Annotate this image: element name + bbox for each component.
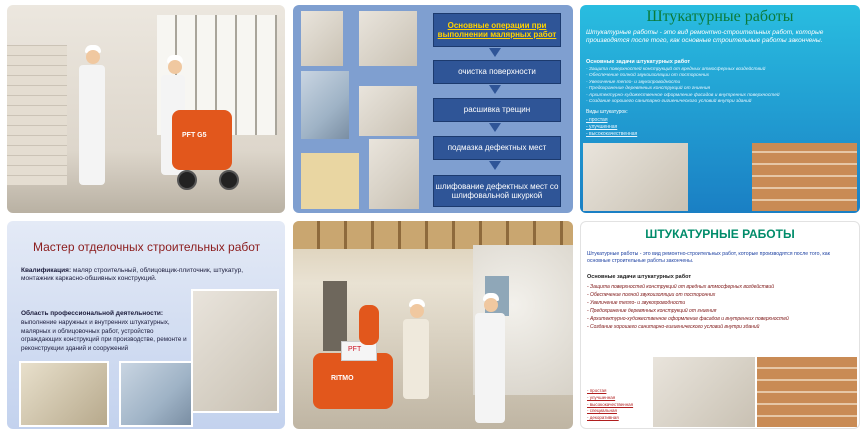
photo-worker-corridor [191,289,279,413]
tasks-list [587,283,853,331]
machine-wheel [177,170,197,190]
type-link[interactable]: - улучшенная [586,124,618,130]
slide-intro: Штукатурные работы - это вид ремонтно-строительных работ, которые производятся после того, как основные строительные работы закончены. [586,29,824,44]
task-item: - Обеспечение полной звукоизоляции от посторонних [586,73,710,79]
flow-title-box [433,13,561,47]
type-link[interactable]: - простая [586,117,608,123]
flow-step-4: шлифование дефектных мест со шлифовальной шкуркой [433,175,561,207]
task-item: - Увеличение тепло- и звукопроводности [586,79,681,85]
task-item: - Увеличение тепло- и звукопроводности [587,300,686,306]
tile-plastering-machine-photo[interactable] [7,5,285,213]
photo-worker-kneeling [301,71,349,139]
flow-arrow-icon [489,123,501,132]
task-item: - Архитектурно-художественное оформление фасадов и внутренних поверхностей [586,92,780,98]
flow-arrow-icon [489,48,501,57]
task-item: - Создание хорошего санитарно-гигиенического условий внутри зданий [587,324,760,330]
task-item: - Защита поверхностей конструкций от вредных атмосферных воздействий [586,67,766,72]
brick-wall [7,45,67,185]
slide-title: ШТУКАТУРНЫЕ РАБОТЫ [645,227,795,241]
photo-worker-brick-wall [757,357,857,427]
flow-arrow-icon [489,85,501,94]
flow-step-1: очистка поверхности [433,60,561,84]
area-text: выполнение наружных и внутренних штукатурных, малярных и облицовочных работ, устройство ограждающих конструкций при производстве, ремонте и реконструкции зданий и сооружений [21,319,187,352]
flow-title: Основные операции при выполнении малярных работ [437,20,557,39]
qualification-value: маляр строительный, облицовщик-плиточник, штукатур, монтажник каркасно-обшивных конструкций. [21,267,244,283]
photo-worker-plastering [359,11,417,66]
qualification-text [21,267,271,284]
pump-machine [359,305,379,345]
machine-label: RITMO [331,375,354,382]
types-list [586,117,637,138]
photo-worker-plastering-wall [653,357,755,427]
type-link[interactable]: - высококачественная [587,401,634,407]
area-label: Область профессиональной деятельности: [21,310,164,317]
slide-title: Штукатурные работы [646,8,794,25]
photo-worker-plastering-wall [583,143,688,211]
type-link[interactable]: - специальная [587,408,617,414]
task-item: - Предохранение деревянных конструкций от гниения [587,308,717,314]
photo-workers-blue [119,361,193,427]
photo-worker-wall [301,11,343,66]
types-heading: Виды штукатурок: [586,109,628,115]
photo-scaffold [369,139,419,209]
tile-plastering-room-photo[interactable] [293,221,573,429]
type-link[interactable]: - высококачественная [586,131,638,137]
tile-plastering-slide[interactable] [580,5,860,213]
bag-label: PFT [348,346,362,353]
type-link[interactable]: - простая [587,388,607,393]
type-link[interactable]: - декоративная [587,415,619,420]
task-item: - Защита поверхностей конструкций от вредных атмосферных воздействий [587,284,774,290]
tasks-heading: Основные задачи штукатурных работ [586,59,691,65]
task-item: - Обеспечение полной звукоизоляции от посторонних [587,292,716,298]
task-item: - Предохранение деревянных конструкций от гниения [586,86,711,92]
photo-worker-floor [19,361,109,427]
task-item: - Создание хорошего санитарно-гигиенического условий внутри зданий [586,99,752,105]
photo-hand-texture [301,153,359,209]
tile-finishing-master[interactable] [7,221,285,429]
tile-painting-operations[interactable] [293,5,573,213]
flow-step-3: подмазка дефектных мест [433,136,561,160]
tasks-heading: Основные задачи штукатурных работ [587,274,692,280]
types-links [587,388,633,422]
photo-spatula [359,86,417,136]
plaster-mixer-machine [313,353,393,409]
type-link[interactable]: - улучшенная [587,394,616,400]
qualification-label: Квалификация: [21,267,72,274]
slide-intro: Штукатурные работы - это вид ремонтно-строительных работ, которые производятся после того, как основные строительные работы закончены. [587,251,830,264]
photo-worker-brick-wall [752,143,857,211]
plaster-machine [172,110,232,170]
flow-step-2: расшивка трещин [433,98,561,122]
slide-title: Мастер отделочных строительных работ [33,240,261,254]
machine-label: PFT G5 [182,132,207,139]
flow-arrow-icon [489,161,501,170]
task-item: - Архитектурно-художественное оформление фасадов и внутренних поверхностей [587,316,789,322]
tile-plastering-white-slide[interactable] [580,221,860,429]
machine-wheel-2 [219,170,239,190]
tasks-list [586,67,856,106]
